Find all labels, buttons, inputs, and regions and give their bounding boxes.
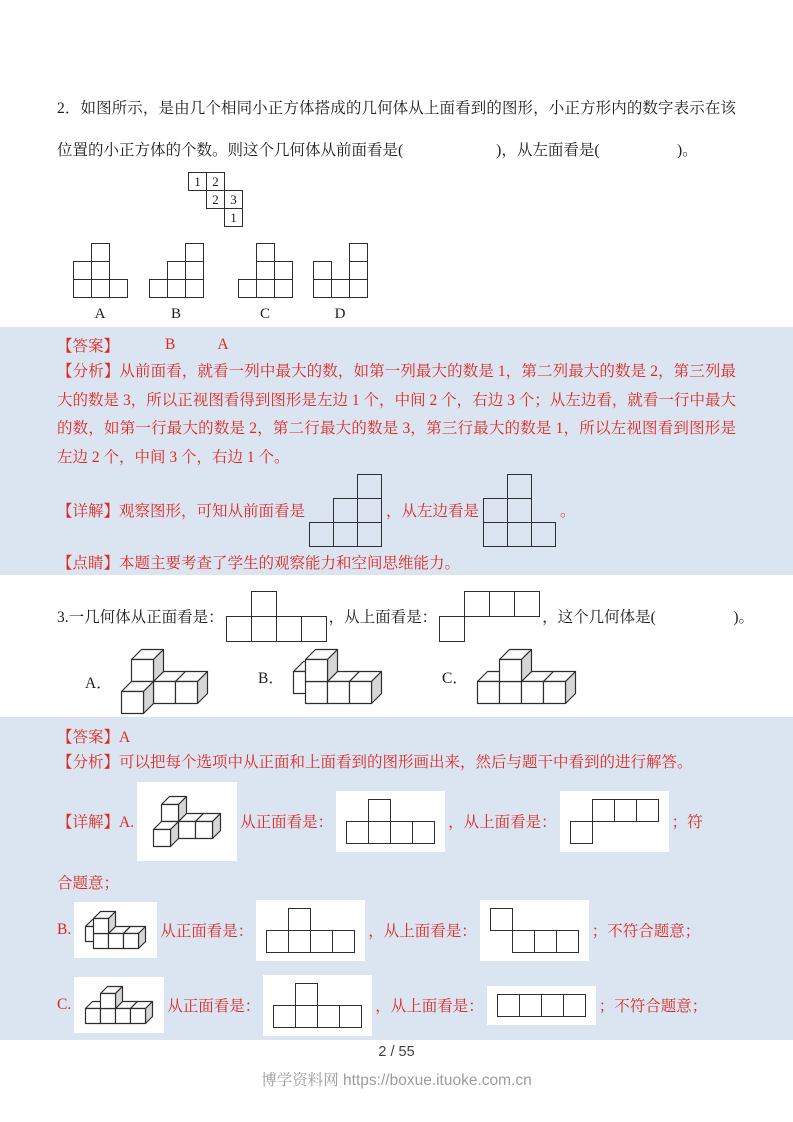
q3-option-a-label: A．	[85, 674, 112, 692]
q2-answer-line	[0, 331, 793, 358]
grid-cell	[73, 261, 92, 280]
grid-cell	[276, 616, 302, 642]
q2-analysis-text: 【分析】从前面看，就看一列中最大的数，如第一列最大的数是 1，第二列最大的数是 2，第三列最大的数是 3，所以正视图看得到图形是左边 1 个，中间 2 个，右边 3 个；从左边看，就看一行中最大的数，如第一行最大的数是 2，第二行最大的数是 3，第三行最大的数是 1，所以左视图看到图形是左边 2 个，中间 3 个，右边 1 个。	[57, 363, 736, 466]
q3-detail-b-3d-panel	[74, 902, 157, 958]
q2-option-d	[312, 243, 368, 323]
q3-detail-c-top-panel	[487, 986, 596, 1025]
grid-cell	[333, 498, 358, 523]
grid-cell	[251, 616, 277, 642]
grid-cell	[185, 279, 204, 298]
q2-detail-suffix: 。	[560, 503, 576, 520]
grid-cell	[483, 498, 508, 523]
grid-cell: 3	[224, 190, 243, 209]
grid-cell	[309, 522, 334, 547]
grid-cell	[614, 799, 637, 822]
q2-comment-text: 【点睛】本题主要考查了学生的观察能力和空间思维能力。	[57, 554, 461, 572]
q2-detail-mid: ，从左边看是	[386, 503, 480, 520]
q3-detail-a-prefix: 【详解】A.	[57, 814, 135, 831]
q3-detail-a-top-view	[570, 799, 659, 844]
q3-detail-b-top-view	[490, 908, 579, 953]
grid-cell	[592, 799, 615, 822]
q2-option-c-label: C	[259, 306, 270, 322]
q2-answer-second: A	[217, 335, 229, 353]
grid-cell	[274, 279, 293, 298]
q3-detail-c-prefix: C.	[57, 996, 72, 1013]
q3-detail-c-front-panel	[263, 975, 372, 1036]
grid-cell	[563, 994, 586, 1017]
q3-answer-block	[0, 717, 793, 1040]
q2-answer-first: B	[165, 335, 176, 353]
q2-detail-left-view-diagram	[483, 474, 556, 547]
grid-cell	[556, 930, 579, 953]
q3-detail-c-3d-panel	[74, 977, 164, 1033]
q3-front-view-diagram	[226, 591, 327, 642]
q3-detail-b-front-view	[266, 908, 355, 953]
cube-3d-svg	[292, 648, 383, 705]
grid-cell	[226, 616, 252, 642]
q3-detail-a-front-label: 从正面看是：	[240, 814, 334, 831]
grid-cell	[464, 591, 490, 617]
grid-cell	[349, 279, 368, 298]
grid-cell	[149, 279, 168, 298]
cube-3d-svg	[152, 795, 222, 848]
footer-site-link[interactable]: 博学资料网 https://boxue.ituoke.com.cn	[261, 1072, 532, 1089]
grid-cell	[636, 799, 659, 822]
question-2-stem: 2．如图所示，是由几个相同小正方体搭成的几何体从上面看到的图形，小正方形内的数字表示在该位置的小正方体的个数。则这个几何体从前面看是( )，从左面看是( )。	[57, 100, 736, 159]
grid-cell	[489, 591, 515, 617]
cube-3d-svg	[476, 648, 577, 705]
q3-option-a-cubes	[120, 648, 209, 715]
grid-cell	[313, 279, 332, 298]
grid-cell: 2	[206, 190, 225, 209]
q2-option-a-diagram	[73, 243, 128, 298]
q3-detail-row-c	[0, 966, 793, 1040]
grid-cell	[274, 261, 293, 280]
grid-cell	[238, 279, 257, 298]
grid-cell	[357, 522, 382, 547]
grid-cell	[541, 994, 564, 1017]
grid-cell	[531, 522, 556, 547]
q3-detail-c-suffix: ；不符合题意；	[598, 998, 708, 1015]
grid-cell	[570, 821, 593, 844]
grid-cell	[507, 498, 532, 523]
grid-cell	[349, 243, 368, 262]
grid-cell	[339, 1005, 362, 1028]
q3-detail-b-cubes	[84, 910, 147, 950]
q3-stem-prefix: 3.一几何体从正面看是：	[57, 609, 224, 626]
grid-cell	[256, 261, 275, 280]
q3-detail-b-top-panel	[480, 900, 589, 961]
grid-cell	[497, 994, 520, 1017]
q3-detail-a-cubes	[152, 795, 222, 848]
q3-stem-suffix: ，这个几何体是( )。	[542, 609, 754, 626]
q2-option-a-label: A	[94, 306, 106, 322]
grid-cell	[368, 821, 391, 844]
q2-option-b-diagram	[149, 243, 204, 298]
q2-answer-block	[0, 327, 793, 575]
q3-option-a	[85, 648, 209, 715]
grid-cell	[167, 279, 186, 298]
footer-page-number: 2 / 55	[378, 1044, 415, 1060]
grid-cell	[185, 261, 204, 280]
grid-cell	[310, 930, 333, 953]
grid-cell	[368, 799, 391, 822]
grid-cell	[266, 930, 289, 953]
q3-top-view-diagram	[439, 591, 540, 642]
q2-option-c	[237, 243, 293, 323]
grid-cell	[251, 591, 277, 617]
grid-cell	[331, 279, 350, 298]
grid-cell	[256, 243, 275, 262]
q3-detail-wrap-line: 合题意；	[57, 874, 120, 892]
q3-detail-a-front-panel	[336, 791, 445, 852]
grid-cell	[507, 522, 532, 547]
grid-cell	[519, 994, 542, 1017]
grid-cell	[288, 930, 311, 953]
grid-cell	[301, 616, 327, 642]
cube-3d-svg	[120, 648, 209, 715]
grid-cell	[514, 591, 540, 617]
grid-cell	[313, 261, 332, 280]
q3-option-b-label: B．	[258, 669, 284, 687]
q3-detail-a-top-panel	[560, 791, 669, 852]
grid-cell	[483, 522, 508, 547]
q3-detail-c-front-label: 从正面看是：	[167, 998, 261, 1015]
q2-option-c-diagram	[238, 243, 293, 298]
q3-detail-a-top-label: ，从上面看是：	[448, 814, 557, 831]
grid-cell	[346, 821, 369, 844]
grid-cell: 1	[224, 208, 243, 227]
grid-cell: 2	[206, 172, 225, 191]
grid-cell	[490, 908, 513, 931]
q2-option-b-label: B	[170, 306, 181, 322]
grid-cell	[273, 1005, 296, 1028]
q3-detail-a-suffix: ；符	[671, 814, 703, 831]
grid-cell	[333, 522, 358, 547]
q3-analysis-text: 【分析】可以把每个选项中从正面和上面看到的图形画出来，然后与题干中看到的进行解答。	[57, 753, 693, 771]
grid-cell	[332, 930, 355, 953]
grid-cell	[349, 261, 368, 280]
grid-cell	[317, 1005, 340, 1028]
q3-detail-b-prefix: B.	[57, 921, 72, 938]
q2-detail-prefix: 【详解】观察图形，可知从前面看是	[57, 503, 306, 520]
q2-detail-row	[0, 472, 793, 548]
grid-cell	[357, 498, 382, 523]
cube-3d-svg	[84, 985, 154, 1025]
q2-top-view-number-grid	[188, 172, 243, 227]
q2-detail-front-view-diagram	[309, 474, 382, 547]
q3-answer-line: 【答案】A	[57, 728, 131, 746]
grid-cell	[167, 261, 186, 280]
grid-cell	[295, 1005, 318, 1028]
cube-3d-svg	[84, 910, 147, 950]
q2-option-d-diagram	[313, 243, 368, 298]
q2-option-b	[148, 243, 204, 323]
grid-cell	[295, 983, 318, 1006]
footer-site	[0, 1068, 793, 1090]
q3-detail-b-suffix: ；不符合题意；	[591, 923, 701, 940]
grid-cell	[512, 930, 535, 953]
grid-cell	[507, 474, 532, 499]
grid-cell	[73, 279, 92, 298]
q3-option-c-label: C．	[442, 669, 468, 687]
grid-cell	[91, 279, 110, 298]
grid-cell	[439, 616, 465, 642]
grid-cell	[412, 821, 435, 844]
q3-detail-b-top-label: ，从上面看是：	[368, 923, 477, 940]
q3-option-b-cubes	[292, 648, 383, 705]
grid-cell	[256, 279, 275, 298]
q3-option-c	[442, 648, 577, 705]
q2-option-a	[72, 243, 128, 323]
grid-cell	[185, 243, 204, 262]
grid-cell	[390, 821, 413, 844]
q3-detail-row-a	[0, 773, 793, 869]
q3-detail-row-b	[0, 894, 793, 966]
grid-cell	[91, 243, 110, 262]
q3-detail-a-front-view	[346, 799, 435, 844]
q3-detail-b-front-label: 从正面看是：	[160, 923, 254, 940]
grid-cell	[534, 930, 557, 953]
question-3-stem	[0, 578, 793, 654]
q3-detail-c-top-view	[497, 994, 586, 1017]
q3-detail-c-front-view	[273, 983, 362, 1028]
q3-detail-a-3d-panel	[137, 782, 237, 861]
q2-answer-label: 【答案】	[57, 337, 120, 355]
grid-cell: 1	[188, 172, 207, 191]
grid-cell	[91, 261, 110, 280]
q3-detail-c-top-label: ，从上面看是：	[375, 998, 484, 1015]
grid-cell	[357, 474, 382, 499]
q2-option-d-label: D	[334, 306, 346, 322]
q3-detail-c-cubes	[84, 985, 154, 1025]
grid-cell	[288, 908, 311, 931]
q3-option-c-cubes	[476, 648, 577, 705]
grid-cell	[109, 279, 128, 298]
q3-stem-mid: ，从上面看是：	[328, 609, 438, 626]
q3-option-b	[258, 648, 383, 705]
q3-detail-b-front-panel	[256, 900, 365, 961]
